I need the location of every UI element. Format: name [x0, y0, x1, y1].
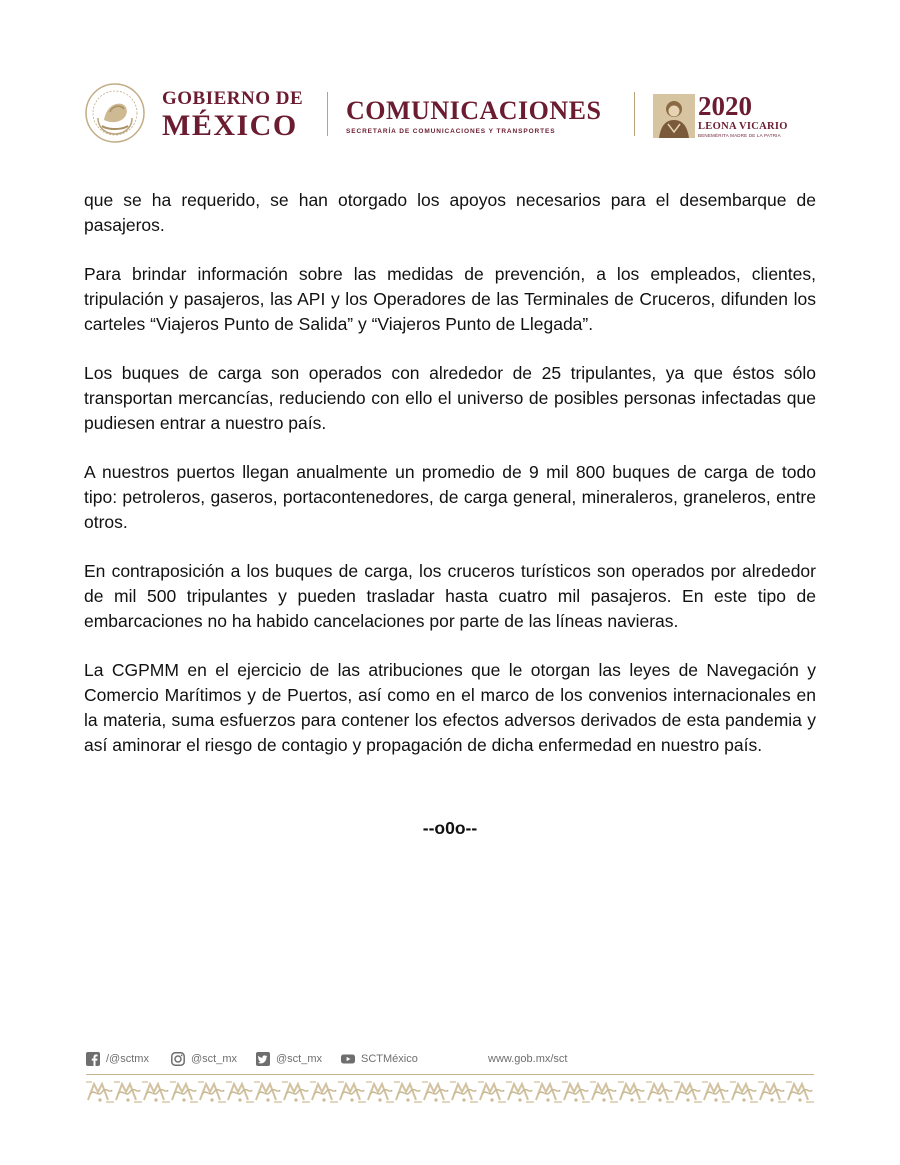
youtube-handle: SCTMéxico [361, 1053, 418, 1065]
facebook-link[interactable] [86, 1052, 149, 1066]
gob-line-1: GOBIERNO DE [162, 88, 304, 109]
youtube-icon [341, 1052, 355, 1066]
sct-title: COMUNICACIONES [346, 96, 602, 125]
twitter-handle: @sct_mx [276, 1053, 323, 1065]
divider [327, 92, 328, 136]
paragraph: A nuestros puertos llegan anualmente un promedio de 9 mil 800 buques de carga de todo tipo: petroleros, gaseros, portacontenedores, de carga general, mineraleros, graneleros, entre otros. [84, 462, 816, 532]
paragraph: Los buques de carga son operados con alrededor de 25 tripulantes, ya que éstos sólo transportan mercancías, reduciendo con ello el universo de posibles personas infectadas que pudiesen entrar a nuestro país. [84, 363, 816, 433]
paragraph: En contraposición a los buques de carga, los cruceros turísticos son operados por alrededor de mil 500 tripulantes y pueden trasladar hasta cuatro mil pasajeros. En este tipo de embarcaciones no ha habido cancelaciones por parte de las líneas navieras. [84, 561, 816, 631]
twitter-link[interactable] [256, 1052, 322, 1066]
twitter-icon [256, 1052, 270, 1066]
year-logo [698, 93, 788, 138]
paragraph: Para brindar información sobre las medidas de prevención, a los empleados, clientes, tripulación y pasajeros, las API y los Operadores de las Terminales de Cruceros, difunden los carteles “Viajeros Punto de Salida” y “Viajeros Punto de Llegada”. [84, 264, 816, 334]
facebook-handle: /@sctmx [106, 1053, 149, 1065]
letterhead [84, 80, 804, 146]
decorative-band [86, 1080, 814, 1104]
website-url: www.gob.mx/sct [488, 1053, 568, 1065]
website-link[interactable] [488, 1052, 567, 1066]
paragraph: La CGPMM en el ejercicio de las atribuciones que le otorgan las leyes de Navegación y Comercio Marítimos y de Puertos, así como en el marco de los convenios internacionales en la materia, suma esfuerzos para contener los efectos adversos derivados de esta pandemia y así aminorar el riesgo de contagio y propagación de dicha enfermedad en nuestro país. [84, 660, 816, 755]
document-body [84, 188, 816, 782]
gob-line-2: MÉXICO [162, 109, 298, 142]
instagram-icon [171, 1052, 185, 1066]
leona-vicario-portrait-icon [653, 94, 695, 138]
youtube-link[interactable] [341, 1052, 418, 1066]
sct-subtitle: SECRETARÍA DE COMUNICACIONES Y TRANSPORTES [346, 128, 556, 135]
paragraph: que se ha requerido, se han otorgado los apoyos necesarios para el desembarque de pasajeros. [84, 190, 816, 235]
divider [634, 92, 635, 136]
footer-divider [86, 1074, 814, 1075]
sct-logo [346, 98, 601, 135]
facebook-icon [86, 1052, 100, 1066]
instagram-link[interactable] [171, 1052, 237, 1066]
year-number: 2020 [698, 91, 752, 121]
year-subtitle: BENEMÉRITA MADRE DE LA PATRIA [698, 133, 781, 138]
instagram-handle: @sct_mx [191, 1053, 238, 1065]
gobierno-de-mexico-logo [162, 89, 303, 141]
footer [86, 1050, 814, 1070]
closing-mark: --o0o-- [422, 818, 478, 838]
national-seal-icon [84, 82, 146, 144]
year-name: LEONA VICARIO [698, 121, 788, 132]
